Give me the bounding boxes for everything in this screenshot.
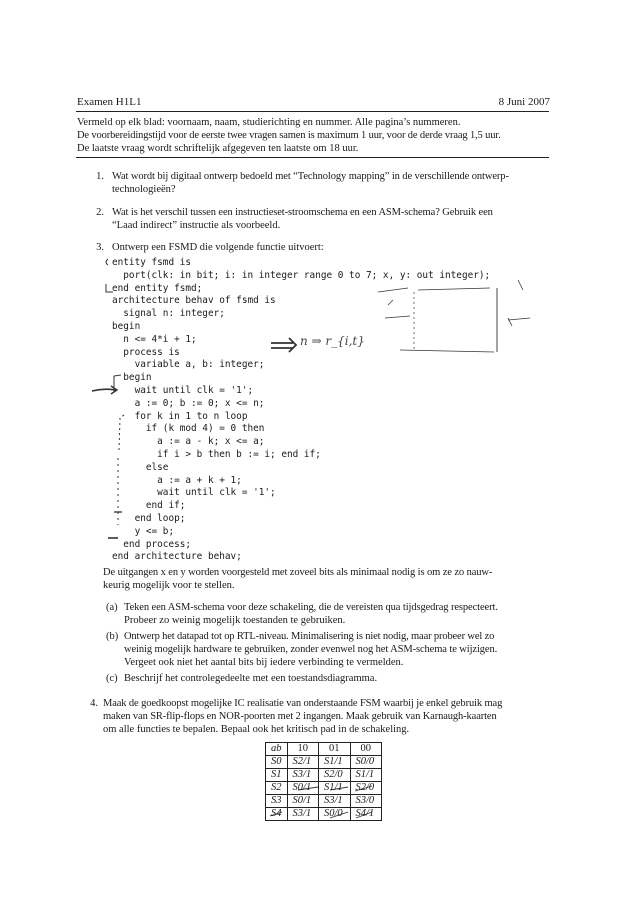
code-line: begin	[112, 372, 152, 384]
code-line: a := a + k + 1;	[112, 474, 242, 486]
code-line: y <= b;	[112, 525, 175, 537]
exam-title: Examen H1L1	[77, 96, 142, 108]
fsm-state-table	[265, 742, 382, 821]
code-line: n <= 4*i + 1;	[112, 333, 197, 345]
table-cell: S0/0	[350, 756, 382, 769]
code-line: end if;	[112, 500, 186, 512]
code-line: entity fsmd is	[112, 257, 192, 268]
exam-date: 8 Juni 2007	[498, 96, 550, 108]
vhdl-code-block	[112, 257, 490, 564]
code-line: begin	[112, 320, 141, 332]
q3b-label: (b)	[106, 631, 119, 642]
code-line: if (k mod 4) = 0 then	[112, 423, 265, 435]
table-row	[266, 769, 382, 782]
code-line: end process;	[112, 538, 192, 550]
q3-intro: Ontwerp een FSMD die volgende functie uitvoert:	[112, 242, 324, 253]
q4-line-3: om alle functies te bepalen. Bepaal ook het kritisch pad in de schakeling.	[103, 724, 410, 735]
code-line: signal n: integer;	[112, 308, 225, 320]
code-line: else	[112, 461, 169, 473]
q1-number: 1.	[96, 171, 104, 182]
q3c-line-1: Beschrijf het controlegedeelte met een toestandsdiagramma.	[124, 673, 378, 684]
q4-line-1: Maak de goedkoopst mogelijke IC realisatie van onderstaande FSM waarbij je enkel gebruik mag	[103, 698, 503, 709]
table-cell: S4/1	[350, 808, 382, 821]
q3b-line-3: Vergeet ook niet het aantal bits bij iedere verbinding te vermelden.	[124, 657, 404, 668]
q2-line-1: Wat is het verschil tussen een instructieset-stroomschema en een ASM-schema? Gebruik een	[112, 207, 493, 218]
table-cell: S2	[266, 782, 288, 795]
table-cell: S4	[266, 808, 288, 821]
table-cell: S0	[266, 756, 288, 769]
q3a-line-1: Teken een ASM-schema voor deze schakeling, die de vereisten qua tijdsgedrag respecteert.	[124, 602, 498, 613]
header-rule-top	[76, 111, 549, 112]
q3-after-line-1: De uitgangen x en y worden voorgesteld met zoveel bits als minimaal nodig is om ze zo nauw-	[103, 567, 493, 578]
table-cell: S3	[266, 795, 288, 808]
table-cell: S0/1	[287, 795, 319, 808]
q3a-line-2: Probeer zo weinig mogelijk toestanden te gebruiken.	[124, 615, 346, 626]
table-cell: S0/1	[287, 782, 319, 795]
table-row	[266, 808, 382, 821]
table-cell: S3/1	[287, 769, 319, 782]
q2-number: 2.	[96, 207, 104, 218]
q2-line-2: “Laad indirect” instructie als voorbeeld.	[112, 220, 281, 231]
table-cell: S1	[266, 769, 288, 782]
q3b-line-1: Ontwerp het datapad tot op RTL-niveau. Minimalisering is niet nodig, maar probeer wel zo	[124, 631, 495, 642]
instruction-line-2: De voorbereidingstijd voor de eerste twee vragen samen is maximum 1 uur, voor de derde vraag 1,5 uur.	[77, 130, 501, 141]
table-cell: S3/0	[350, 795, 382, 808]
code-line: end loop;	[112, 512, 186, 524]
table-cell: S1/1	[319, 756, 351, 769]
code-line: if i > b then b := i; end if;	[112, 448, 321, 460]
instruction-line-3: De laatste vraag wordt schriftelijk afgegeven ten laatste om 18 uur.	[77, 143, 359, 154]
table-header: 10	[287, 743, 319, 756]
table-cell: S0/0	[319, 808, 351, 821]
table-header: 00	[350, 743, 382, 756]
table-header: 01	[319, 743, 351, 756]
q3-after-line-2: keurig mogelijk voor te stellen.	[103, 580, 235, 591]
code-line: for k in 1 to n loop	[112, 410, 248, 422]
code-line: end entity fsmd;	[112, 282, 203, 294]
code-line: architecture behav of fsmd is	[112, 295, 276, 307]
table-cell: S2/0	[350, 782, 382, 795]
table-row	[266, 782, 382, 795]
code-line: port(clk: in bit; i: in integer range 0 to 7; x, y: out integer);	[112, 269, 491, 281]
q1-line-1: Wat wordt bij digitaal ontwerp bedoeld met “Technology mapping” in de verschillende ontwerp-	[112, 171, 509, 182]
q4-line-2: maken van SR-flip-flops en NOR-poorten met 2 ingangen. Maak gebruik van Karnaugh-kaarten	[103, 711, 497, 722]
q3b-line-2: weinig mogelijk hardware te gebruiken, zonder evenwel nog het ASM-schema te wijzigen.	[124, 644, 498, 655]
q3a-label: (a)	[106, 602, 118, 613]
code-line: process is	[112, 346, 180, 358]
table-cell: S1/1	[319, 782, 351, 795]
q4-number: 4.	[90, 698, 98, 709]
header-rule-bottom	[76, 157, 549, 158]
table-cell: S2/0	[319, 769, 351, 782]
table-cell: S3/1	[319, 795, 351, 808]
table-header: ab	[266, 743, 288, 756]
table-cell: S2/1	[287, 756, 319, 769]
table-cell: S3/1	[287, 808, 319, 821]
instruction-line-1: Vermeld op elk blad: voornaam, naam, studierichting en nummer. Alle pagina’s nummeren.	[77, 117, 461, 128]
handwritten-note: n ⇒ r_{i,t}	[300, 334, 365, 348]
code-line: a := a - k; x <= a;	[112, 436, 265, 448]
code-line: a := 0; b := 0; x <= n;	[112, 397, 265, 409]
table-header-row	[266, 743, 382, 756]
table-row	[266, 795, 382, 808]
code-line: end architecture behav;	[112, 551, 242, 563]
table-row	[266, 756, 382, 769]
table-cell: S1/1	[350, 769, 382, 782]
q3-number: 3.	[96, 242, 104, 253]
code-line: variable a, b: integer;	[112, 359, 265, 371]
code-line: wait until clk = '1';	[112, 384, 254, 396]
code-line: wait until clk = '1';	[112, 487, 276, 499]
q3c-label: (c)	[106, 673, 118, 684]
q1-line-2: technologieën?	[112, 184, 176, 195]
